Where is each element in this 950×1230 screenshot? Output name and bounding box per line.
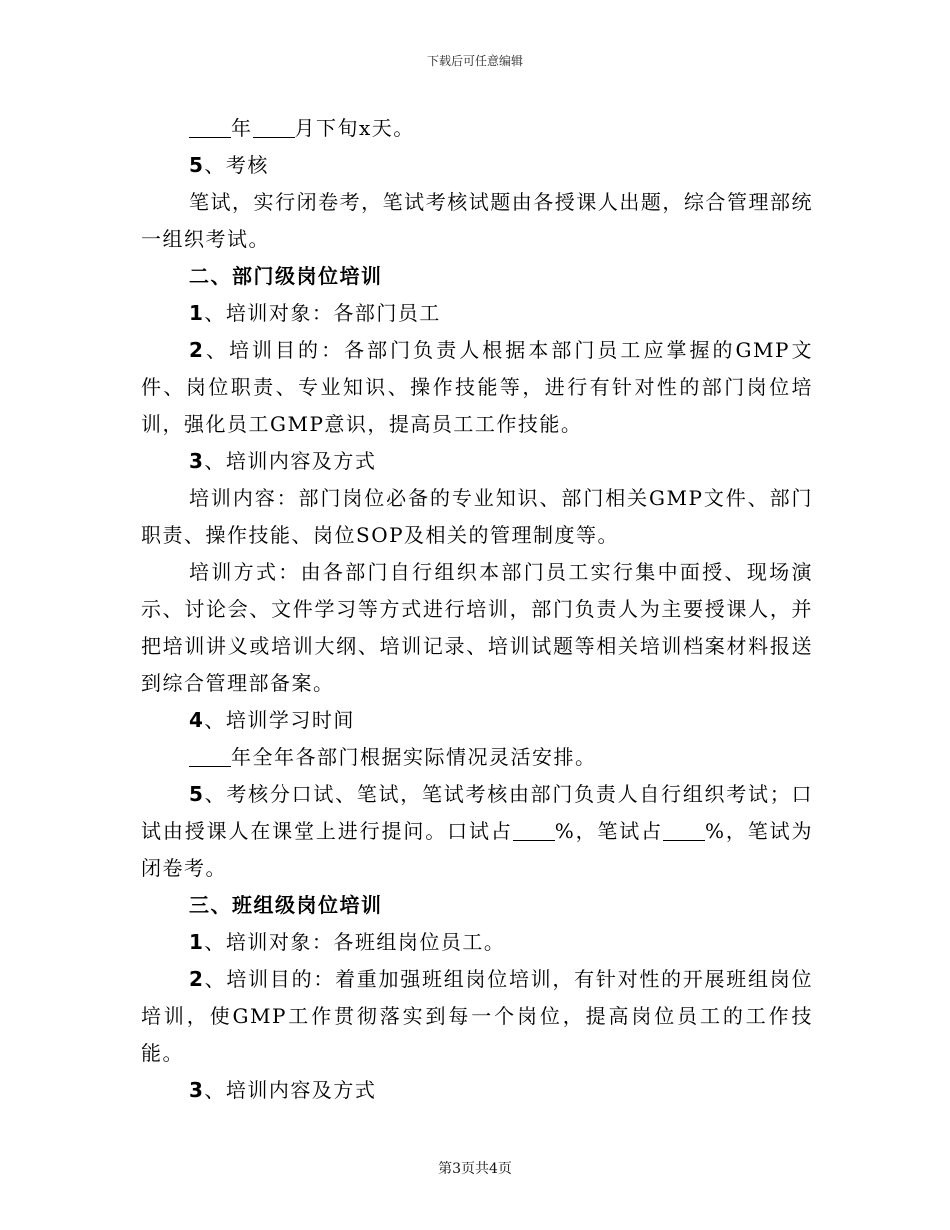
page-header: 下载后可任意编辑 (426, 54, 523, 68)
blank-field (513, 818, 555, 841)
page-footer: 第3页共4页 (438, 1161, 512, 1177)
paragraph: 5、考核分口试、笔试，笔试考核由部门负责人自行组织考试；口试由授课人在课堂上进行提问。口试占 %，笔试占 %，笔试为闭卷考。 (141, 782, 813, 880)
section-heading: 三、班组级岗位培训 (189, 893, 383, 917)
item-heading: 3、培训内容及方式 (189, 449, 377, 473)
blank-field (253, 115, 295, 138)
paragraph-date: 年 月下旬x天。 (141, 110, 813, 147)
paragraph: 培训方式：由各部门自行组织本部门员工实行集中面授、现场演示、讨论会、文件学习等方式进行培训，部门负责人为主要授课人，并把培训讲义或培训大纲、培训记录、培训试题等相关培训档案材料报送到综合管理部备案。 (141, 560, 813, 695)
blank-field (189, 115, 231, 138)
item-heading: 4、培训学习时间 (189, 708, 355, 732)
blank-field (663, 818, 705, 841)
paragraph: 笔试，实行闭卷考，笔试考核试题由各授课人出题，综合管理部统一组织考试。 (141, 190, 813, 251)
section-heading: 二、部门级岗位培训 (189, 264, 383, 288)
paragraph: 年全年各部门根据实际情况灵活安排。 (141, 739, 813, 776)
document-body (141, 110, 813, 1109)
paragraph: 培训内容：部门岗位必备的专业知识、部门相关GMP文件、部门职责、操作技能、岗位SOP及相关的管理制度等。 (141, 486, 813, 547)
item-heading: 3、培训内容及方式 (189, 1078, 377, 1102)
paragraph: 2、培训目的：各部门负责人根据本部门员工应掌握的GMP文件、岗位职责、专业知识、操作技能等，进行有针对性的部门岗位培训，强化员工GMP意识，提高员工工作技能。 (141, 338, 813, 436)
paragraph: 2、培训目的：着重加强班组岗位培训，有针对性的开展班组岗位培训，使GMP工作贯彻落实到每一个岗位，提高岗位员工的工作技能。 (141, 967, 813, 1065)
item-heading: 1、培训对象：各部门员工 (189, 301, 441, 325)
item-heading: 5、考核 (189, 153, 269, 177)
blank-field (189, 744, 231, 767)
item-heading: 1、培训对象：各班组岗位员工。 (189, 930, 506, 954)
